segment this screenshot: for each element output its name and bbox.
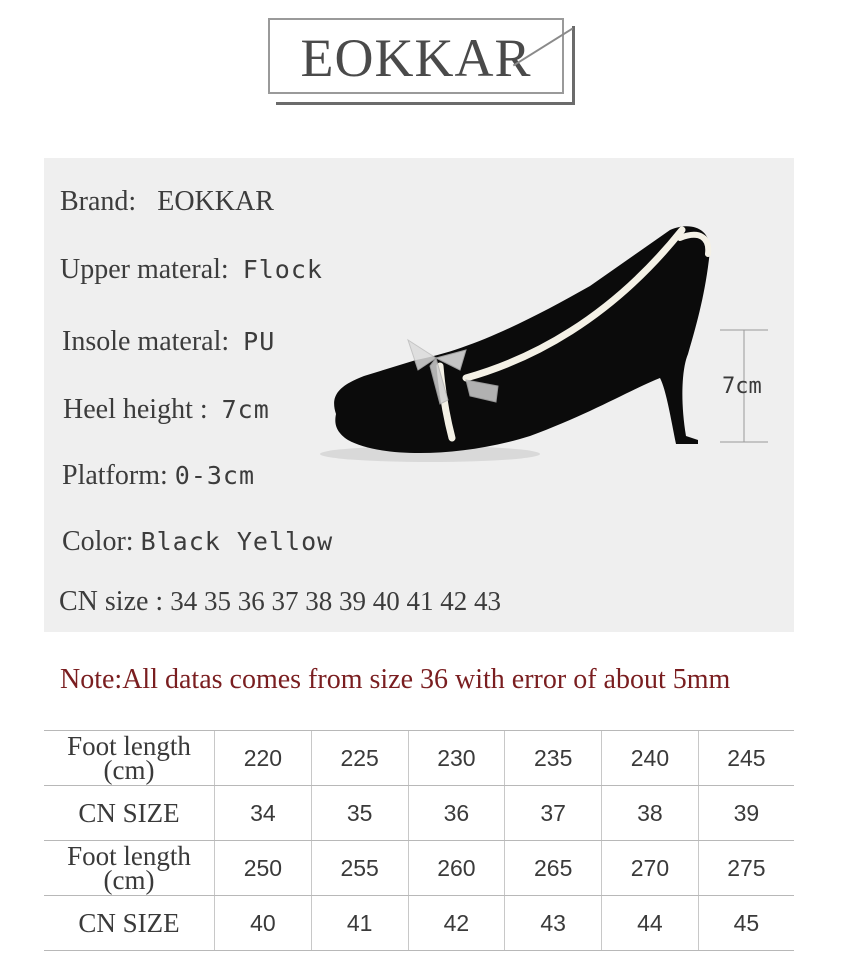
spec-insole-value: PU <box>243 327 276 356</box>
table-cell: 220 <box>215 731 312 786</box>
table-row-foot-length-2 <box>44 841 794 896</box>
table-cell: 38 <box>602 786 699 841</box>
heel-dimension-label: 7cm <box>722 374 762 399</box>
spec-platform <box>62 460 255 492</box>
spec-brand <box>60 186 274 218</box>
spec-cn-size-value: 34 35 36 37 38 39 40 41 42 43 <box>170 586 501 616</box>
table-row-cn-size-1 <box>44 786 794 841</box>
table-cell: 275 <box>698 841 794 896</box>
spec-insole-label: Insole materal: <box>62 326 230 357</box>
spec-upper <box>60 254 323 286</box>
spec-color-label: Color: <box>62 526 134 557</box>
spec-cn-size <box>59 586 501 618</box>
brand-logo <box>268 18 574 106</box>
table-cell: 270 <box>602 841 699 896</box>
table-row-foot-length-1 <box>44 731 794 786</box>
table-cell: 255 <box>311 841 408 896</box>
spec-platform-label: Platform: <box>62 460 168 491</box>
spec-platform-value: 0-3cm <box>174 461 256 490</box>
table-cell: 34 <box>215 786 312 841</box>
spec-heel-value: 7cm <box>221 395 270 424</box>
spec-insole <box>62 326 275 358</box>
table-cell: 35 <box>311 786 408 841</box>
table-cell: 235 <box>505 731 602 786</box>
spec-heel-label: Heel height : <box>63 394 208 425</box>
table-cell: 44 <box>602 896 699 951</box>
table-cell: 230 <box>408 731 505 786</box>
spec-upper-label: Upper materal: <box>60 254 229 285</box>
spec-color <box>62 526 333 558</box>
table-cell: 260 <box>408 841 505 896</box>
table-cell: 37 <box>505 786 602 841</box>
row-head-foot-length <box>44 731 215 786</box>
table-cell: 265 <box>505 841 602 896</box>
table-cell: 225 <box>311 731 408 786</box>
row-head-unit: (cm) <box>103 865 155 895</box>
spec-heel <box>63 394 270 426</box>
table-cell: 41 <box>311 896 408 951</box>
spec-color-value: Black Yellow <box>140 527 334 556</box>
logo-text: EOKKAR <box>268 18 564 94</box>
spec-brand-value: EOKKAR <box>157 186 274 217</box>
shoe-image <box>290 200 780 470</box>
spec-cn-size-label: CN size : <box>59 586 164 617</box>
spec-upper-value: Flock <box>242 255 323 284</box>
row-head-label: Foot length <box>67 731 191 761</box>
table-cell: 43 <box>505 896 602 951</box>
table-cell: 240 <box>602 731 699 786</box>
table-row-cn-size-2 <box>44 896 794 951</box>
row-head-cn-size: CN SIZE <box>44 786 215 841</box>
table-cell: 250 <box>215 841 312 896</box>
table-cell: 42 <box>408 896 505 951</box>
row-head-cn-size: CN SIZE <box>44 896 215 951</box>
row-head-unit: (cm) <box>103 755 155 785</box>
row-head-foot-length <box>44 841 215 896</box>
spec-brand-label: Brand: <box>60 186 137 217</box>
table-cell: 45 <box>698 896 794 951</box>
table-cell: 245 <box>698 731 794 786</box>
table-cell: 39 <box>698 786 794 841</box>
size-note: Note:All datas comes from size 36 with error of about 5mm <box>60 664 731 695</box>
size-table <box>44 730 794 951</box>
table-cell: 36 <box>408 786 505 841</box>
table-cell: 40 <box>215 896 312 951</box>
row-head-label: Foot length <box>67 841 191 871</box>
